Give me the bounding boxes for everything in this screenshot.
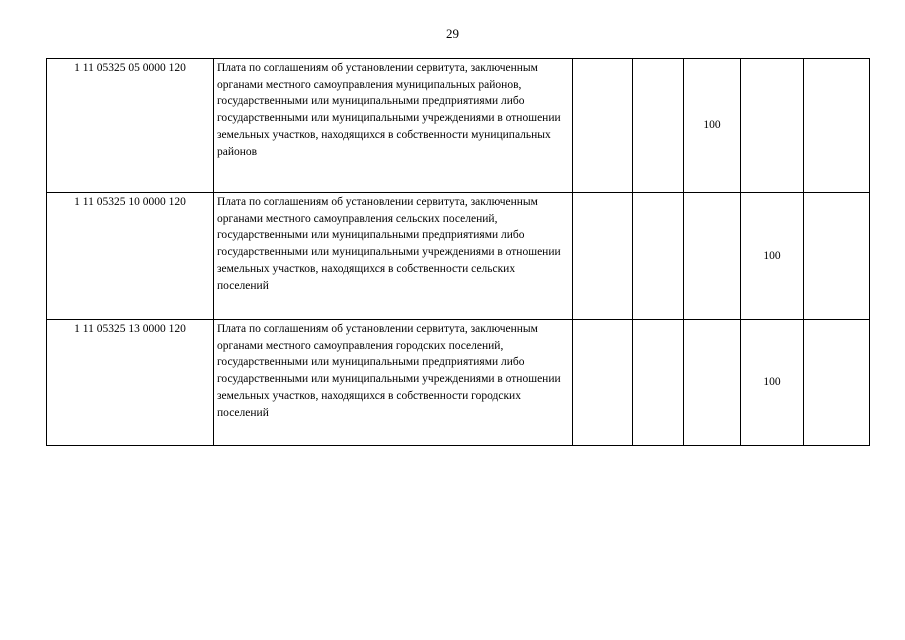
description-cell: Плата по соглашениям об установлении сервитута, заключенным органами местного самоуправления сельских поселений, государственными или муниципальными предприятиями либо государственными или муниципальными учреждениями в отношении земельных участков, находящихся в собственности сельских поселений bbox=[214, 193, 573, 320]
description-cell: Плата по соглашениям об установлении сервитута, заключенным органами местного самоуправления муниципальных районов, государственными или муниципальными предприятиями либо государственными или муниципальными учреждениями в отношении земельных участков, находящихся в собственности муниципальных районов bbox=[214, 59, 573, 193]
table-row bbox=[47, 59, 870, 193]
table-row bbox=[47, 193, 870, 320]
budget-code-cell: 1 11 05325 13 0000 120 bbox=[47, 320, 214, 446]
budget-code-cell: 1 11 05325 10 0000 120 bbox=[47, 193, 214, 320]
value-cell: 100 bbox=[684, 59, 741, 193]
description-cell: Плата по соглашениям об установлении сервитута, заключенным органами местного самоуправления городских поселений, государственными или муниципальными предприятиями либо государственными или муниципальными учреждениями в отношении земельных участков, находящихся в собственности городских поселений bbox=[214, 320, 573, 446]
value-cell bbox=[804, 59, 870, 193]
value-cell bbox=[633, 320, 684, 446]
value-cell: 100 bbox=[741, 320, 804, 446]
page-number: 29 bbox=[446, 26, 459, 41]
value-cell bbox=[573, 193, 633, 320]
value-cell bbox=[741, 59, 804, 193]
value-cell bbox=[633, 193, 684, 320]
value-cell bbox=[804, 320, 870, 446]
value-cell bbox=[573, 59, 633, 193]
value-cell bbox=[684, 320, 741, 446]
value-cell bbox=[684, 193, 741, 320]
value-cell bbox=[573, 320, 633, 446]
value-cell bbox=[633, 59, 684, 193]
budget-code-cell: 1 11 05325 05 0000 120 bbox=[47, 59, 214, 193]
budget-classification-table bbox=[46, 58, 870, 446]
value-cell: 100 bbox=[741, 193, 804, 320]
value-cell bbox=[804, 193, 870, 320]
table-row bbox=[47, 320, 870, 446]
